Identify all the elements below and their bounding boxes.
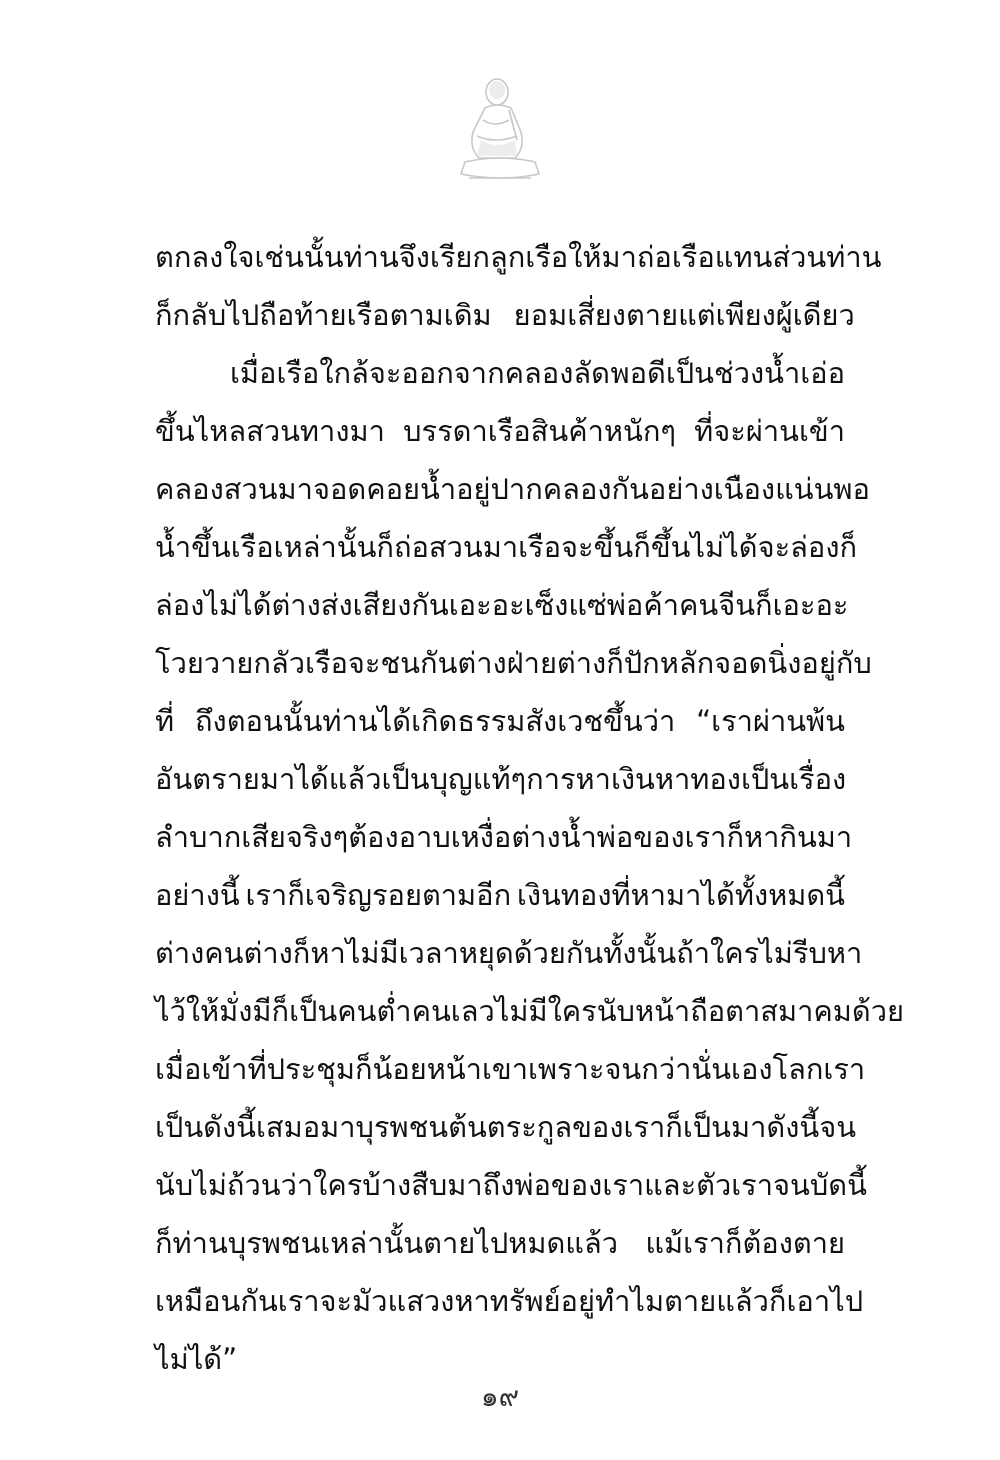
text-segment: ไว้ให้มั่งมีก็เป็นคนต่ำคนเลว — [155, 994, 495, 1028]
text-segment: จน — [819, 1110, 857, 1144]
text-line — [155, 286, 855, 344]
text-segment: ไม่ได้” — [155, 1342, 238, 1376]
text-segment: ต้องอาบเหงื่อต่างน้ำ — [348, 820, 597, 854]
text-line — [155, 1214, 845, 1272]
text-segment: การหาเงินหาทองเป็นเรื่อง — [526, 762, 847, 796]
text-segment: เมื่อเข้าที่ประชุมก็น้อยหน้าเขาเพราะจนกว่านั่นเอง — [155, 1052, 773, 1086]
text-segment: เป็นดังนี้เสมอมา — [155, 1110, 356, 1144]
text-segment: ก็กลับไปถือท้ายเรือตามเดิม — [155, 298, 492, 332]
text-line — [155, 808, 853, 866]
text-segment: ลำบากเสียจริงๆ — [155, 820, 349, 854]
text-segment: ก็ท่านบุรพชนเหล่านั้นตายไปหมดแล้ว — [155, 1226, 619, 1260]
text-segment: ล่องไม่ได้ — [155, 588, 272, 622]
text-segment: บุรพชนต้นตระกูลของเราก็เป็นมาดังนี้ — [355, 1110, 820, 1144]
text-line — [155, 1040, 866, 1098]
text-line — [155, 228, 882, 286]
text-segment: เหมือนกัน — [155, 1284, 278, 1318]
text-line — [155, 576, 849, 634]
text-segment: ไม่มีใครนับหน้าถือตาสมาคมด้วย — [494, 994, 905, 1028]
text-line — [155, 1156, 867, 1214]
text-line — [155, 460, 870, 518]
text-segment: เงินทองที่หามาได้ทั้งหมดนี้ — [516, 878, 845, 912]
text-segment: น้ำขึ้นเรือเหล่านั้นก็ถ่อสวนมาเรือจะขึ้นก็ขึ้นไม่ได้ — [155, 530, 758, 564]
text-segment: พ่อค้าคนจีนก็เอะอะ — [606, 588, 849, 622]
text-segment: อย่างนี้ — [155, 878, 240, 912]
text-segment: โวยวายกลัวเรือจะชนกัน — [155, 646, 458, 680]
text-segment: เราจะมัวแสวงหาทรัพย์อยู่ทำไม — [277, 1284, 665, 1318]
text-segment: ถึงตอนนั้นท่านได้เกิดธรรมสังเวชขึ้นว่า — [194, 704, 676, 738]
text-segment: สืบมาถึงพ่อของเราและตัวเราจนบัดนี้ — [411, 1168, 867, 1202]
text-segment: ต่างส่งเสียงกันเอะอะเซ็งแซ่ — [271, 588, 607, 622]
text-segment: ยอมเสี่ยงตายแต่เพียงผู้เดียว — [513, 298, 855, 332]
text-segment: อันตรายมาได้แล้วเป็นบุญแท้ๆ — [155, 762, 527, 796]
page-number: ๑๙ — [480, 1380, 520, 1413]
text-segment: โลกเรา — [772, 1052, 866, 1086]
monk-portrait-watermark-icon — [455, 70, 545, 188]
text-segment: พอ — [833, 472, 870, 506]
text-line — [155, 866, 845, 924]
text-segment: “เราผ่านพ้น — [696, 704, 845, 738]
text-line — [155, 1098, 857, 1156]
text-segment: ส่วนท่าน — [772, 240, 882, 274]
text-segment: คลองสวนมาจอดคอยน้ำอยู่ปากคลองกันอย่างเนืองแน่น — [155, 472, 834, 506]
text-segment: เราก็เจริญรอยตามอีก — [245, 878, 512, 912]
text-segment: ต่างฝ่ายต่างก็ปักหลักจอดนิ่งอยู่กับ — [457, 646, 872, 680]
text-segment: ตกลงใจเช่นนั้นท่านจึงเรียกลูกเรือให้มาถ่อเรือแทน — [155, 240, 773, 274]
text-segment: ที่ — [155, 704, 175, 738]
text-line — [155, 518, 858, 576]
text-line — [155, 692, 845, 750]
text-segment: นับไม่ถ้วนว่าใครบ้าง — [155, 1168, 412, 1202]
text-segment: แม้เราก็ต้องตาย — [645, 1226, 845, 1260]
text-segment: พอดีเป็นช่วงน้ำเอ่อ — [610, 356, 845, 390]
text-segment: ตายแล้วก็เอาไป — [664, 1284, 864, 1318]
text-segment: ไม่มีเวลาหยุดด้วยกันทั้งนั้น — [345, 936, 677, 970]
text-line — [155, 344, 845, 402]
text-segment: ต่างคนต่างก็หา — [155, 936, 346, 970]
text-segment: ขึ้นไหลสวนทางมา — [155, 414, 385, 448]
text-line — [155, 1272, 864, 1330]
text-segment: ที่จะผ่านเข้า — [694, 414, 845, 448]
text-segment: จะล่องก็ — [757, 530, 858, 564]
text-segment: พ่อของเราก็หากินมา — [596, 820, 853, 854]
text-segment: ถ้าใครไม่รีบหา — [676, 936, 863, 970]
text-line — [155, 634, 872, 692]
text-segment: บรรดาเรือสินค้าหนักๆ — [403, 414, 676, 448]
text-line — [155, 402, 845, 460]
body-text — [155, 228, 905, 1388]
text-line — [155, 750, 845, 808]
text-line — [155, 982, 905, 1040]
text-line — [155, 924, 863, 982]
text-segment: เมื่อเรือใกล้จะออกจากคลองลัด — [230, 356, 610, 390]
